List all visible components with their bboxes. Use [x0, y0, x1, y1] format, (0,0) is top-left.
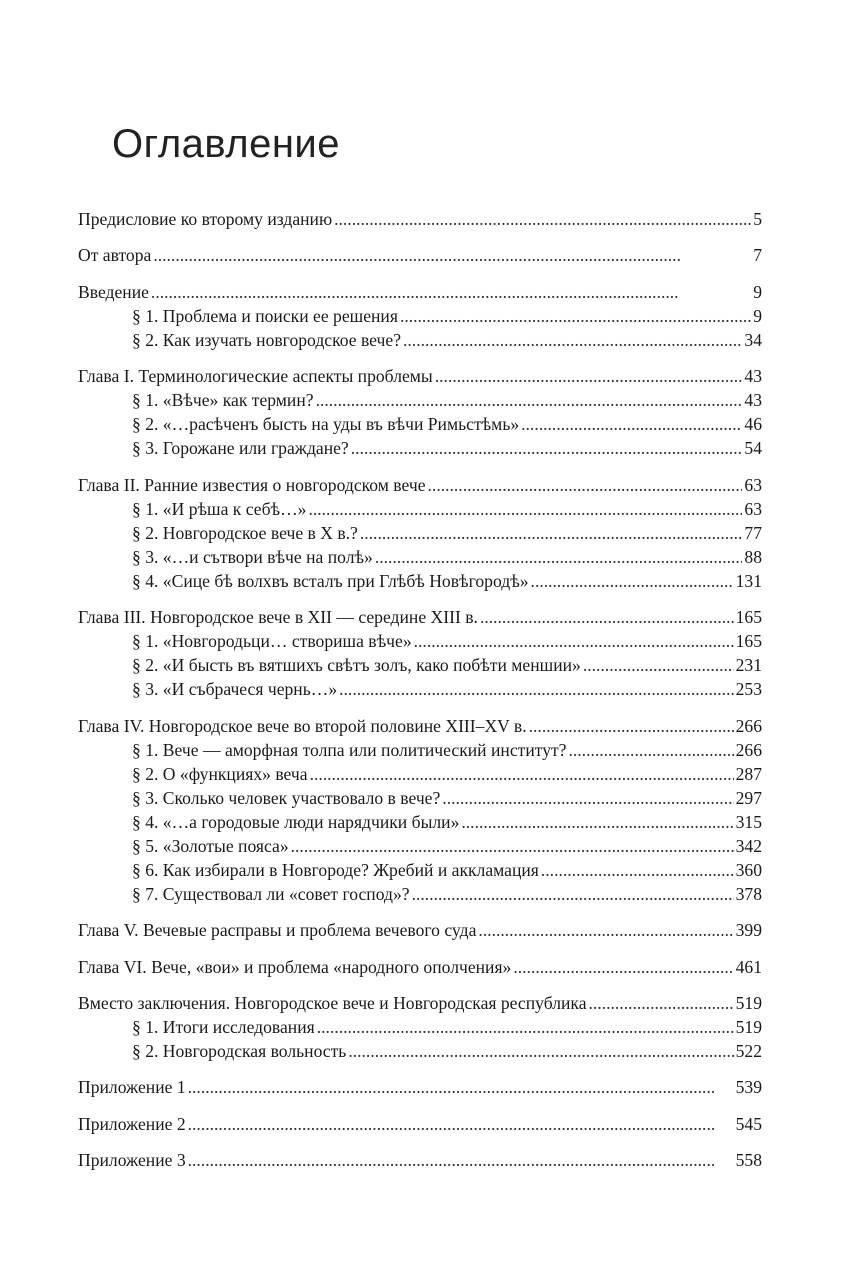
dot-leader: [541, 859, 734, 881]
dot-leader: [188, 1076, 734, 1098]
toc-entry-title: Глава IV. Новгородское вече во второй половине XIII–XV в.: [78, 716, 527, 736]
dot-leader: [400, 305, 751, 327]
dot-leader: [412, 883, 734, 905]
page-title: Оглавление: [112, 122, 341, 166]
toc-entry[interactable]: [78, 992, 762, 1014]
toc-entry-title: § 2. «И бысть въ вятшихъ свѣтъ золъ, како побѣти меншии»: [132, 655, 581, 675]
toc-page-number: 266: [735, 740, 762, 760]
toc-entry[interactable]: [78, 919, 762, 941]
toc-entry[interactable]: [132, 389, 762, 411]
toc-entry-title: Глава I. Терминологические аспекты проблемы: [78, 366, 433, 386]
toc-entry-title: От автора: [78, 245, 152, 265]
dot-leader: [480, 606, 734, 628]
toc-entry-title: § 2. «…расѣченъ бысть на уды въ вѣчи Римьстѣмь»: [132, 414, 520, 434]
toc-entry[interactable]: [78, 1076, 762, 1098]
dot-leader: [414, 630, 734, 652]
dot-leader: [348, 1040, 733, 1062]
toc-page-number: 539: [735, 1077, 762, 1097]
toc-entry-title: § 1. «Новгородьци… створиша вѣче»: [132, 631, 412, 651]
toc-page-number: 7: [753, 245, 762, 265]
toc-entry-title: Предисловие ко второму изданию: [78, 209, 333, 229]
dot-leader: [513, 956, 733, 978]
toc-entry[interactable]: [132, 498, 762, 520]
toc-page-number: 522: [735, 1041, 762, 1061]
toc-entry-title: § 5. «Золотые пояса»: [132, 836, 289, 856]
toc-page-number: 43: [744, 366, 762, 386]
toc-entry[interactable]: [78, 715, 762, 737]
toc-entry[interactable]: [132, 1016, 762, 1038]
toc-page-number: 9: [753, 306, 762, 326]
toc-page-number: 165: [735, 631, 762, 651]
toc-entry[interactable]: [132, 522, 762, 544]
toc-page-number: 5: [753, 209, 762, 229]
dot-leader: [589, 992, 734, 1014]
toc-page-number: 77: [744, 523, 762, 543]
toc-page-number: 131: [735, 571, 762, 591]
toc-entry[interactable]: [132, 859, 762, 881]
dot-leader: [442, 787, 733, 809]
toc-page-number: 360: [735, 860, 762, 880]
toc-entry-title: Глава II. Ранние известия о новгородском вече: [78, 475, 426, 495]
dot-leader: [188, 1149, 734, 1171]
toc-entry[interactable]: [132, 546, 762, 568]
toc-entry[interactable]: [78, 365, 762, 387]
toc-page-number: 545: [735, 1114, 762, 1134]
dot-leader: [360, 522, 743, 544]
toc-entry-title: Глава V. Вечевые расправы и проблема вечевого суда: [78, 920, 477, 940]
dot-leader: [583, 654, 734, 676]
toc-entry[interactable]: [78, 1149, 762, 1171]
dot-leader: [151, 281, 751, 303]
toc-entry[interactable]: [132, 654, 762, 676]
dot-leader: [375, 546, 743, 568]
toc-entry-title: § 1. Проблема и поиски ее решения: [132, 306, 398, 326]
dot-leader: [334, 208, 751, 230]
toc-page-number: 461: [735, 957, 762, 977]
toc-entry-title: § 1. «Вѣче» как термин?: [132, 390, 314, 410]
dot-leader: [435, 365, 743, 387]
toc-entry[interactable]: [132, 883, 762, 905]
toc-entry[interactable]: [78, 606, 762, 628]
dot-leader: [291, 835, 734, 857]
dot-leader: [310, 763, 734, 785]
toc-page-number: 287: [735, 764, 762, 784]
toc-entry-title: Глава VI. Вече, «вои» и проблема «народного ополчения»: [78, 957, 512, 977]
toc-entry-title: § 1. Итоги исследования: [132, 1017, 315, 1037]
toc-page-number: 9: [753, 282, 762, 302]
toc-entry-title: § 3. Сколько человек участвовало в вече?: [132, 788, 441, 808]
toc-entry[interactable]: [78, 281, 762, 303]
dot-leader: [461, 811, 733, 833]
toc-entry-title: Приложение 2: [78, 1114, 186, 1134]
toc-page-number: 88: [744, 547, 762, 567]
toc-page-number: 63: [744, 499, 762, 519]
dot-leader: [531, 570, 734, 592]
toc-entry-title: § 2. О «функциях» веча: [132, 764, 308, 784]
toc-entry[interactable]: [78, 956, 762, 978]
dot-leader: [308, 498, 742, 520]
toc-entry-title: § 3. Горожане или граждане?: [132, 438, 349, 458]
dot-leader: [339, 678, 733, 700]
toc-page-number: 315: [735, 812, 762, 832]
dot-leader: [316, 389, 743, 411]
toc-entry-title: § 4. «Сице бѣ волхвъ всталъ при Глѣбѣ Новѣгородѣ»: [132, 571, 529, 591]
toc-entry-title: Введение: [78, 282, 149, 302]
toc-entry-title: § 3. «…и сътвори вѣче на полѣ»: [132, 547, 373, 567]
toc-entry[interactable]: [132, 678, 762, 700]
toc-page-number: 519: [735, 993, 762, 1013]
toc-entry[interactable]: [132, 811, 762, 833]
toc-page-number: 558: [735, 1150, 762, 1170]
dot-leader: [521, 413, 742, 435]
toc-page-number: 165: [735, 607, 762, 627]
toc-entry[interactable]: [132, 739, 762, 761]
toc-entry[interactable]: [78, 1113, 762, 1135]
toc-entry[interactable]: [132, 437, 762, 459]
toc-entry-title: Глава III. Новгородское вече в XII — середине XIII в.: [78, 607, 478, 627]
toc-page-number: 253: [735, 679, 762, 699]
toc-entry[interactable]: [78, 474, 762, 496]
toc-page-number: 342: [735, 836, 762, 856]
toc-page-number: 519: [735, 1017, 762, 1037]
toc-page-number: 63: [744, 475, 762, 495]
toc-entry-title: § 6. Как избирали в Новгороде? Жребий и аккламация: [132, 860, 539, 880]
toc-page-number: 399: [735, 920, 762, 940]
toc-page-number: 46: [744, 414, 762, 434]
dot-leader: [529, 715, 734, 737]
toc-entry-title: § 2. Новгородское вече в X в.?: [132, 523, 358, 543]
dot-leader: [317, 1016, 734, 1038]
toc-entry[interactable]: [78, 244, 762, 266]
dot-leader: [188, 1113, 734, 1135]
toc-entry[interactable]: [132, 413, 762, 435]
toc-entry[interactable]: [132, 835, 762, 857]
toc-page-number: 266: [735, 716, 762, 736]
toc-page-number: 378: [735, 884, 762, 904]
dot-leader: [403, 329, 742, 351]
toc-entry[interactable]: [132, 305, 762, 327]
toc-entry-title: Вместо заключения. Новгородское вече и Новгородская республика: [78, 993, 587, 1013]
toc-entry-title: Приложение 3: [78, 1150, 186, 1170]
toc-entry[interactable]: [132, 763, 762, 785]
toc-entry-title: § 2. Как изучать новгородское вече?: [132, 330, 402, 350]
toc-entry-title: § 1. Вече — аморфная толпа или политический институт?: [132, 740, 567, 760]
toc-entry-title: Приложение 1: [78, 1077, 186, 1097]
toc-page-number: 54: [744, 438, 762, 458]
toc-entry[interactable]: [132, 329, 762, 351]
toc-entry-title: § 4. «…а городовые люди нарядчики были»: [132, 812, 460, 832]
dot-leader: [351, 437, 743, 459]
toc-entry[interactable]: [132, 630, 762, 652]
toc-entry-title: § 1. «И рѣша к себѣ…»: [132, 499, 307, 519]
toc-entry[interactable]: [132, 1040, 762, 1062]
toc-entry-title: § 2. Новгородская вольность: [132, 1041, 347, 1061]
toc-entry-title: § 3. «И събрачеся чернь…»: [132, 679, 338, 699]
dot-leader: [153, 244, 751, 266]
dot-leader: [478, 919, 733, 941]
toc-entry[interactable]: [132, 787, 762, 809]
toc-page-number: 43: [744, 390, 762, 410]
toc-entry-title: § 7. Существовал ли «совет господ»?: [132, 884, 410, 904]
dot-leader: [428, 474, 743, 496]
dot-leader: [568, 739, 733, 761]
toc-page-number: 231: [735, 655, 762, 675]
toc-page-number: 34: [744, 330, 762, 350]
toc-page-number: 297: [735, 788, 762, 808]
toc-entry[interactable]: [78, 208, 762, 230]
toc-entry[interactable]: [132, 570, 762, 592]
